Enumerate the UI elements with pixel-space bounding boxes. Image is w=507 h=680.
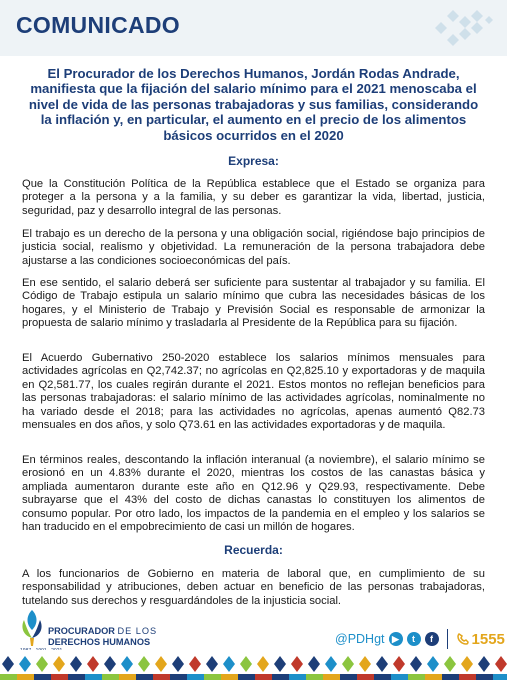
pattern-stripe (102, 674, 119, 680)
pattern-stripe (374, 674, 391, 680)
paragraph-1: Que la Constitución Política de la República establece que el Estado se organiza para proteger a la persona y a la familia, y su deber es garantizar la vida, libertad, justicia, seguridad, paz y desarrollo integral de las personas. (22, 178, 485, 217)
phone-number-text: 1555 (471, 630, 505, 648)
pattern-stripe (221, 674, 238, 680)
footer-pattern (0, 650, 507, 680)
pattern-stripe (153, 674, 170, 680)
pattern-stripe (323, 674, 340, 680)
pattern-stripe (476, 674, 493, 680)
pattern-stripe (425, 674, 442, 680)
pattern-stripe (51, 674, 68, 680)
recuerda-heading: Recuerda: (224, 543, 283, 557)
paragraph-4: El Acuerdo Gubernativo 250-2020 establece los salarios mínimos mensuales para actividades agrícolas en Q2,742.37; no agrícolas en Q2,825.10 y exportadoras y de maquila en Q2,581.77, los cuales regirán durante el 2021. Estos montos no reflejan beneficios para las personas trabajadoras: el salario mínimo de las actividades agrícolas, nominalmente no ha variado desde el 2018; para las actividades no agrícolas, apenas aumentó Q82.73 mensuales en dos años, y solo Q73.61 en las actividades exportadoras y de maquila. (22, 352, 485, 432)
pattern-stripe (187, 674, 204, 680)
pattern-stripe (136, 674, 153, 680)
phone-number[interactable] (456, 631, 505, 648)
pattern-stripe (255, 674, 272, 680)
pattern-stripe (459, 674, 476, 680)
phone-icon (456, 632, 470, 646)
pattern-stripe (272, 674, 289, 680)
pattern-stripe (408, 674, 425, 680)
pattern-stripe (204, 674, 221, 680)
facebook-icon[interactable]: f (425, 632, 439, 646)
pattern-stripe (340, 674, 357, 680)
header-banner (0, 0, 507, 56)
pattern-stripe (442, 674, 459, 680)
pattern-stripe (170, 674, 187, 680)
recuerda-paragraph: A los funcionarios de Gobierno en materia de laboral que, en cumplimiento de su responsabilidad y atribuciones, deben actuar en beneficio de las personas trabajadoras, tutelando sus derechos y resguardándoles de la injusticia social. (22, 568, 485, 607)
headline: El Procurador de los Derechos Humanos, Jordán Rodas Andrade, manifiesta que la fijación del salario mínimo para el 2021 menoscaba el nivel de vida de las personas trabajadoras y sus familias, considerando la inflación y, en particular, el aumento en el precio de los alimentos básicos ocurridos en el 2020 (28, 66, 479, 143)
divider (447, 629, 448, 649)
paragraph-3: En ese sentido, el salario deberá ser suficiente para sustentar al trabajador y su familia. El Código de Trabajo estipula un salario mínimo que cubra las necesidades básicas de los hogares, y el Ministerio de Trabajo y Previsión Social es responsable de armonizar la propuesta de salario mínimo y trasladarla al Presidente de la República para su fijación. (22, 277, 485, 330)
pattern-stripe (357, 674, 374, 680)
pattern-stripe (391, 674, 408, 680)
logo-line-1b: DE LOS (117, 626, 158, 636)
pattern-stripe (238, 674, 255, 680)
logo-line-2: DERECHOS HUMANOS (48, 637, 151, 647)
contact-bar (335, 629, 505, 649)
decorative-pattern-icon (413, 8, 493, 48)
paragraph-2: El trabajo es un derecho de la persona y una obligación social, rigiéndose bajo principios de justicia social, realismo y objetividad. La remuneración de la persona trabajadora debe ajustarse a las condiciones socioeconómicas del país. (22, 228, 485, 267)
logo-line-1: PROCURADOR (48, 626, 115, 636)
twitter-icon[interactable]: t (407, 632, 421, 646)
social-handle[interactable]: @PDHgt (335, 632, 385, 646)
pdh-logo-icon (18, 606, 48, 652)
expresa-heading: Expresa: (228, 154, 279, 168)
pattern-stripe (119, 674, 136, 680)
pattern-stripe (306, 674, 323, 680)
pattern-stripe (17, 674, 34, 680)
play-icon[interactable]: ▶ (389, 632, 403, 646)
pattern-stripe (0, 674, 17, 680)
paragraph-5: En términos reales, descontando la inflación interanual (a noviembre), el salario mínimo se erosionó en un 4.83% durante el 2020, mientras los costos de las canastas básica y ampliada aumentaron durante este año en Q12.96 y Q29.93, respectivamente. Debe subrayarse que el 43% del costo de dichas canastas lo constituyen los alimentos de consumo popular. Por otro lado, los impactos de la pandemia en el empleo y los salarios se han traducido en el empobrecimiento de casi un millón de hogares. (22, 454, 485, 534)
pattern-stripe (493, 674, 507, 680)
pattern-stripe (68, 674, 85, 680)
pattern-stripe (34, 674, 51, 680)
logo-text (48, 626, 158, 648)
page-title: COMUNICADO (16, 12, 180, 38)
pattern-stripe (289, 674, 306, 680)
pattern-stripe (85, 674, 102, 680)
